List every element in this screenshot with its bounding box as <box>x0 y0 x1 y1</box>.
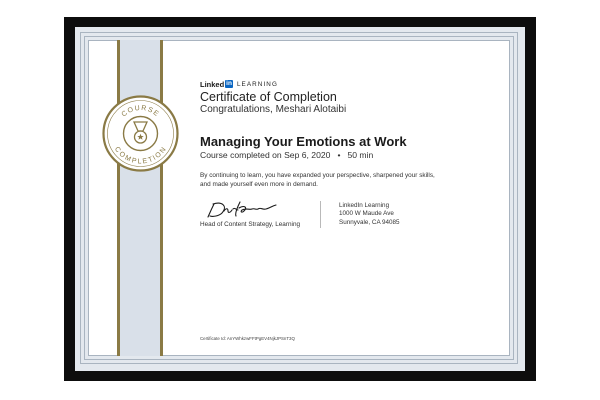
certificate-id: Certificate Id: AnYWhkzwFFtPgEV4NjkJPSnT3Q <box>200 336 295 341</box>
course-title: Managing Your Emotions at Work <box>200 134 407 149</box>
certificate-heading: Certificate of Completion <box>200 90 337 104</box>
brand-in-box: in <box>226 80 232 87</box>
course-duration: 50 min <box>347 150 374 160</box>
address-line-2: 1000 W Maude Ave <box>339 210 394 218</box>
address-line-1: LinkedIn Learning <box>339 202 390 209</box>
completion-seal <box>102 95 179 172</box>
completion-date: Course completed on Sep 6, 2020 <box>200 150 331 160</box>
signature-divider <box>320 201 321 228</box>
meta-separator: • <box>337 150 341 160</box>
course-meta <box>200 150 373 160</box>
congrats-line: Congratulations, Meshari Alotaibi <box>200 104 347 115</box>
brand-linked: Linked <box>200 79 225 89</box>
issuer-address <box>339 202 400 227</box>
brand-learning: LEARNING <box>236 80 278 88</box>
certificate-ribbon <box>117 40 163 356</box>
certificate-description: By continuing to learn, you have expanded your perspective, sharpened your skills, and made yourself even more in demand. <box>200 172 435 188</box>
linkedin-learning-logo <box>200 79 278 89</box>
signature-image <box>206 198 278 220</box>
signatory-title: Head of Content Strategy, Learning <box>200 221 301 228</box>
seal-top-text: COURSE <box>120 104 161 119</box>
address-line-3: Sunnyvale, CA 94085 <box>339 218 400 226</box>
seal-bottom-text: COMPLETION <box>112 145 169 166</box>
